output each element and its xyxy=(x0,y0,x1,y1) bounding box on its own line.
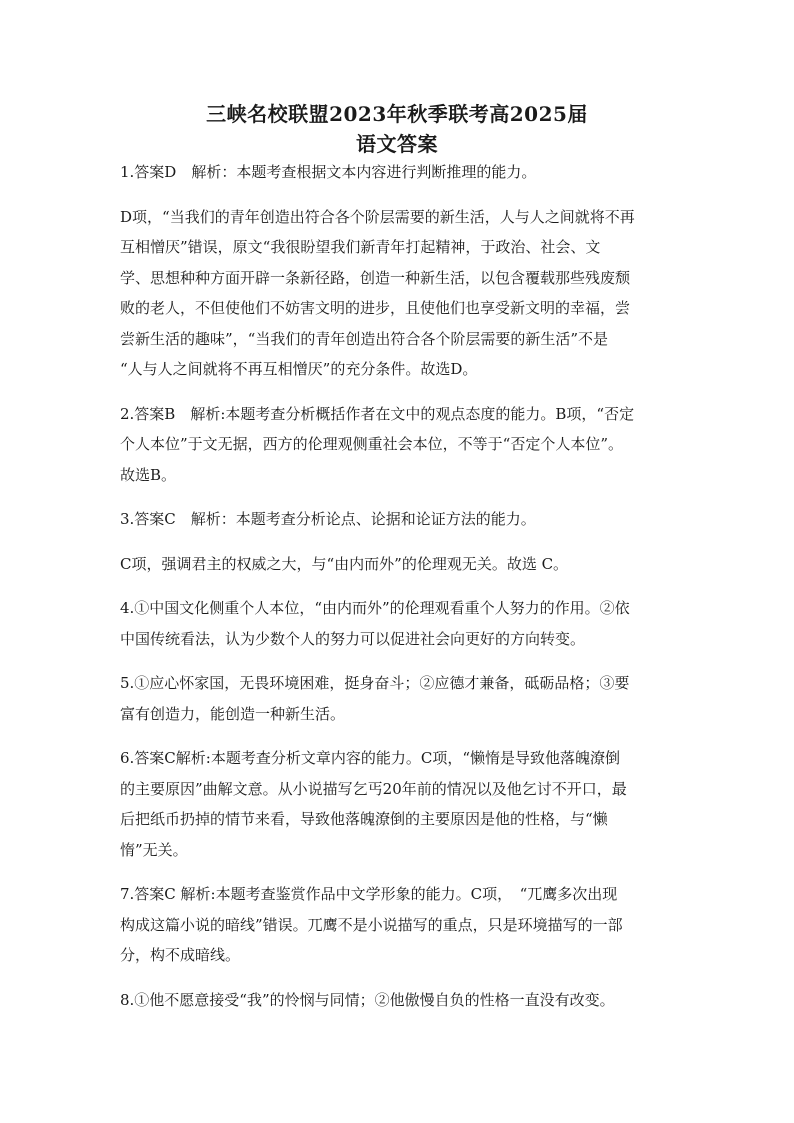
answer-paragraph xyxy=(120,743,675,865)
text-line: 中国传统看法，认为少数个人的努力可以促进社会向更好的方向转变。 xyxy=(120,629,586,648)
text-line: 6.答案C解析:本题考查分析文章内容的能力。C项，“懒惰是导致他落魄潦倒 xyxy=(120,749,620,767)
text-line: 4.①中国文化侧重个人本位，“由内而外”的伦理观看重个人努力的作用。②依 xyxy=(120,599,630,617)
text-line: 1.答案D 解析：本题考查根据文本内容进行判断推理的能力。 xyxy=(120,163,537,181)
text-line: 分，构不成暗线。 xyxy=(120,946,241,964)
text-line: 7.答案C 解析:本题考查鉴赏作品中文学形象的能力。C项， “兀鹰多次出现 xyxy=(120,885,618,903)
text-line: C项，强调君主的权威之大，与“由内而外”的伦理观无关。故选 C。 xyxy=(120,554,569,573)
text-line: 学、思想种种方面开辟一条新径路，创造一种新生活，以包含覆载那些残废颓 xyxy=(120,268,631,287)
text-line: 5.①应心怀家国，无畏环境困难，挺身奋斗；②应德才兼备，砥砺品格；③要 xyxy=(120,674,630,692)
answer-paragraph xyxy=(120,504,675,535)
text-line: D项，“当我们的青年创造出符合各个阶层需要的新生活，人与人之间就将不再 xyxy=(120,207,635,226)
answer-paragraph xyxy=(120,399,675,491)
text-line: 故选B。 xyxy=(120,465,177,484)
answer-paragraph xyxy=(120,668,675,729)
text-line: 富有创造力，能创造一种新生活。 xyxy=(120,704,346,723)
answer-paragraph xyxy=(120,985,675,1016)
answer-paragraph xyxy=(120,593,675,654)
text-line: 败的老人，不但使他们不妨害文明的进步，且使他们也享受新文明的幸福，尝 xyxy=(120,299,631,317)
text-line: “人与人之间就将不再互相憎厌”的充分条件。故选D。 xyxy=(120,360,478,378)
text-line: 后把纸币扔掉的情节来看，导致他落魄潦倒的主要原因是他的性格，与“懒 xyxy=(120,810,608,828)
document-subtitle: 语文答案 xyxy=(356,132,438,156)
answer-paragraph xyxy=(120,879,675,971)
text-line: 互相憎厌”错误，原文“我很盼望我们新青年打起精神，于政治、社会、文 xyxy=(120,238,601,256)
answer-paragraph xyxy=(120,549,675,580)
text-line: 的主要原因”曲解文意。从小说描写乞丐20年前的情况以及他乞讨不开口，最 xyxy=(120,779,627,798)
text-line: 惰”无关。 xyxy=(120,840,188,859)
text-line: 2.答案B 解析:本题考查分析概括作者在文中的观点态度的能力。B项，“否定 xyxy=(120,404,635,423)
text-line: 8.①他不愿意接受“我”的怜悯与同情；②他傲慢自负的性格一直没有改变。 xyxy=(120,990,615,1009)
text-line: 构成这篇小说的暗线”错误。兀鹰不是小说描写的重点，只是环境描写的一部 xyxy=(120,915,623,934)
answer-paragraph xyxy=(120,157,675,188)
document-title: 三峡名校联盟2023年秋季联考高2025届 xyxy=(206,102,588,126)
text-line: 3.答案C 解析：本题考查分析论点、论据和论证方法的能力。 xyxy=(120,510,536,528)
text-line: 个人本位”于文无据，西方的伦理观侧重社会本位，不等于“否定个人本位”。 xyxy=(120,435,624,453)
answer-body xyxy=(120,157,675,1029)
answer-paragraph xyxy=(120,202,675,385)
text-line: 尝新生活的趣味”，“当我们的青年创造出符合各个阶层需要的新生活”不是 xyxy=(120,329,609,348)
